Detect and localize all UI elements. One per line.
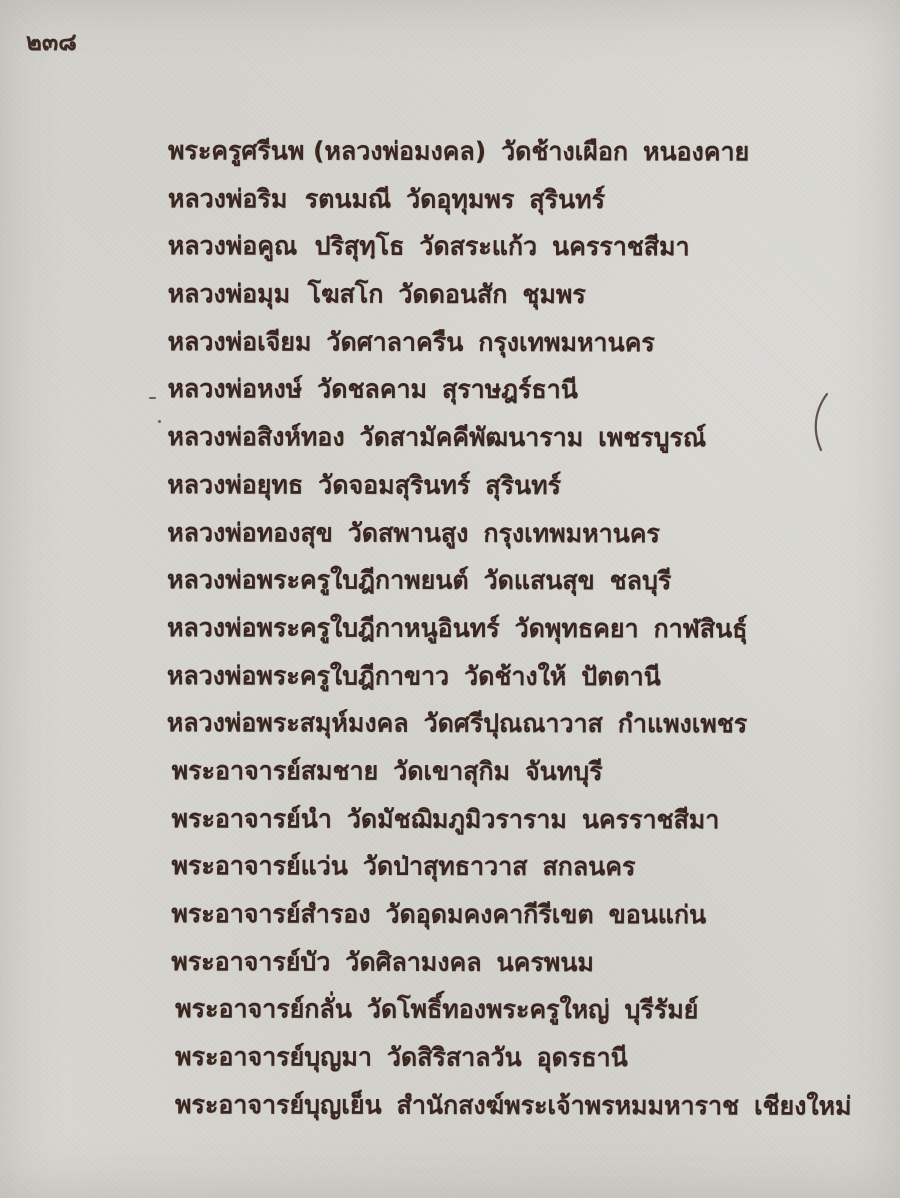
list-line — [168, 182, 868, 231]
page-number: ๒๓๘ — [26, 28, 77, 56]
list-line — [175, 992, 866, 1041]
list-line — [175, 1088, 866, 1137]
line-province: เชียงใหม่ — [753, 1090, 852, 1121]
list-line — [167, 611, 867, 660]
line-temple: วัดสามัคคีพัฒนาราม — [359, 422, 584, 452]
line-name: หลวงพ่อคูณ ปริสุทฺโธ — [167, 231, 405, 261]
list-line — [167, 515, 867, 564]
line-temple: วัดจอมสุรินทร์ — [318, 470, 471, 500]
list-line — [172, 754, 867, 803]
line-temple: วัดเขาสุกิม — [393, 756, 511, 786]
line-name: พระอาจารย์สำรอง — [171, 899, 371, 929]
list-line — [171, 849, 866, 898]
line-temple: วัดโพธิ์ทองพระครูใหญ่ — [366, 994, 610, 1025]
monk-list — [166, 134, 868, 1137]
list-line — [167, 706, 867, 755]
line-province: กำแพงเพชร — [617, 709, 748, 739]
line-temple: วัดพุทธคยา — [514, 613, 639, 643]
list-line — [175, 1040, 866, 1089]
line-name: หลวงพ่อพระครูใบฎีกาขาว — [166, 660, 450, 691]
line-province: กรุงเทพมหานคร — [483, 518, 660, 548]
line-temple: วัดอุดมคงคากีรีเขต — [385, 899, 594, 929]
line-name: พระอาจารย์กลั่น — [175, 994, 352, 1024]
line-name: พระอาจารย์นำ — [171, 803, 332, 833]
list-line — [171, 945, 866, 994]
line-province: บุรีรัมย์ — [624, 995, 699, 1025]
line-name: หลวงพ่อมุม โฆสโก — [167, 279, 384, 309]
line-name: พระอาจารย์แว่น — [171, 851, 348, 881]
line-name: พระอาจารย์บัว — [171, 946, 331, 977]
scan-speck — [149, 397, 156, 399]
line-name: หลวงพ่อพระครูใบฎีกาหนูอินทร์ — [166, 612, 500, 643]
line-province: นครราชสีมา — [552, 232, 690, 262]
line-temple: วัดดอนสัก — [398, 279, 508, 309]
line-temple: วัดศรีปุณณาวาส — [423, 708, 603, 739]
line-name: พระอาจารย์บุญเย็น — [174, 1089, 382, 1120]
line-temple: วัดมัชฌิมภูมิวราราม — [346, 804, 567, 834]
line-temple: สำนักสงฆ์พระเจ้าพรหมมหาราช — [396, 1090, 740, 1120]
line-name: พระอาจารย์สมชาย — [171, 755, 379, 786]
line-province: จันทบุรี — [525, 756, 603, 786]
list-line — [172, 802, 867, 851]
line-name: หลวงพ่อเจียม — [167, 326, 312, 357]
line-temple: วัดศาลาครืน — [326, 327, 464, 357]
line-name: หลวงพ่อพระสมุห์มงคล — [166, 708, 409, 738]
line-name: พระครูศรีนพ (หลวงพ่อมงคล) — [167, 136, 487, 166]
scan-speck — [158, 420, 161, 423]
line-temple: วัดสระแก้ว — [419, 231, 538, 262]
line-name: หลวงพ่อหงษ์ — [167, 374, 303, 404]
line-province: หนองคาย — [642, 136, 750, 167]
line-name: หลวงพ่อสิงห์ทอง — [167, 422, 345, 452]
list-line — [168, 229, 868, 278]
line-temple: วัดแสนสุข — [483, 565, 595, 596]
line-province: กาฬสินธุ์ — [653, 613, 748, 644]
line-temple: วัดชลคาม — [317, 374, 428, 404]
line-province: สุราษฎร์ธานี — [441, 375, 578, 405]
line-province: ชุมพร — [522, 279, 586, 309]
line-name: หลวงพ่อพระครูใบฎีกาพยนต์ — [167, 565, 469, 595]
list-line — [168, 325, 868, 374]
line-name: หลวงพ่อยุทธ — [167, 469, 304, 500]
line-name: หลวงพ่อริม รตนมณี — [167, 183, 392, 214]
list-line — [167, 468, 867, 517]
line-temple: วัดอุทุมพร — [406, 184, 515, 214]
line-temple: วัดสพานสูง — [347, 517, 469, 548]
line-province: สุรินทร์ — [529, 184, 606, 214]
line-province: กรุงเทพมหานคร — [478, 327, 655, 357]
list-line — [167, 420, 867, 469]
line-province: อุดรธานี — [536, 1042, 628, 1073]
list-line — [171, 897, 866, 946]
line-province: เพชรบูรณ์ — [598, 423, 707, 453]
line-province: สุรินทร์ — [485, 470, 562, 500]
line-name: พระอาจารย์บุญมา — [175, 1042, 372, 1072]
line-temple: วัดศิลามงคล — [345, 947, 482, 977]
line-province: ขอนแก่น — [608, 899, 707, 930]
list-line — [167, 659, 867, 708]
line-province: ปัตตานี — [581, 661, 661, 691]
list-line — [167, 372, 867, 421]
list-line — [168, 134, 868, 183]
stray-pen-mark — [806, 390, 836, 454]
line-province: นครพนม — [496, 947, 594, 977]
line-temple: วัดช้างเผือก — [501, 136, 629, 166]
line-province: นครราชสีมา — [581, 804, 720, 834]
line-province: สกลนคร — [542, 852, 636, 882]
list-line — [167, 563, 867, 612]
line-name: หลวงพ่อทองสุข — [167, 517, 333, 547]
line-province: ชลบุรี — [609, 566, 672, 596]
line-temple: วัดช้างให้ — [464, 661, 567, 691]
list-line — [168, 277, 868, 326]
line-temple: วัดป่าสุทธาวาส — [362, 851, 528, 882]
line-temple: วัดสิริสาลวัน — [386, 1042, 522, 1072]
